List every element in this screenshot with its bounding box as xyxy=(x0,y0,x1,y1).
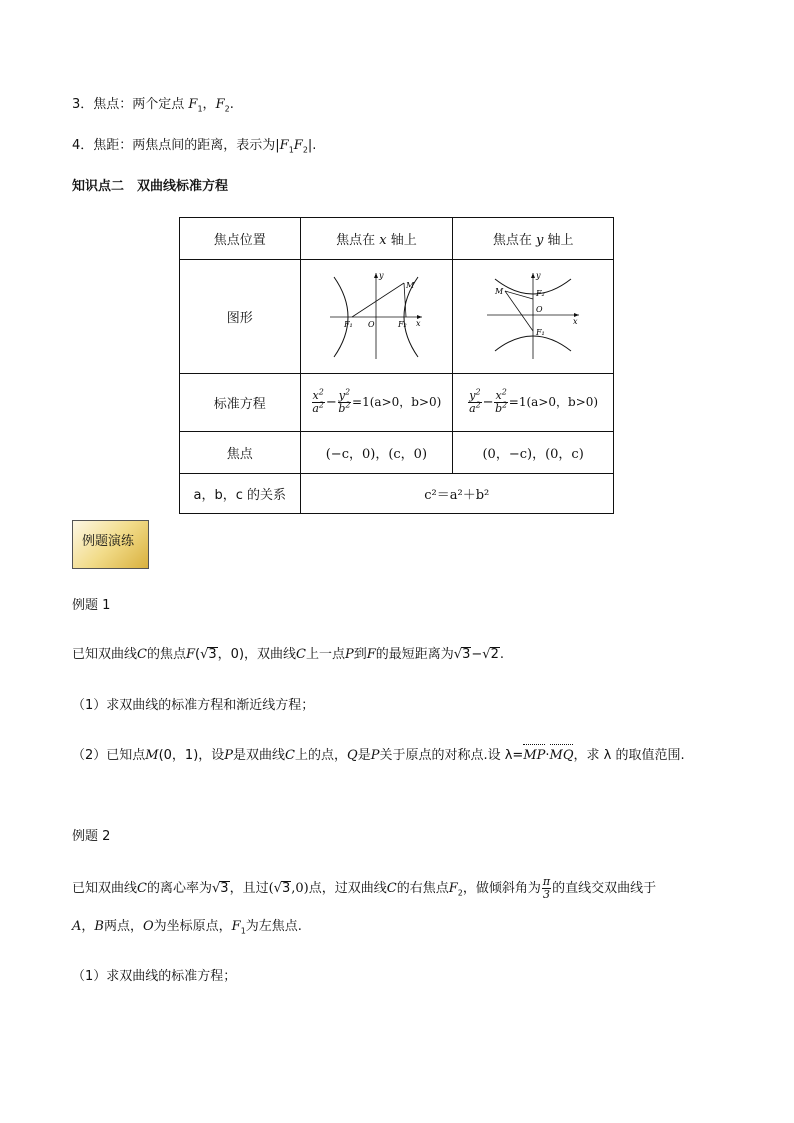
svg-text:M: M xyxy=(495,286,504,296)
svg-text:F₁: F₁ xyxy=(536,327,545,337)
svg-text:O: O xyxy=(536,304,543,314)
example-2-title: 例题 2 xyxy=(72,829,111,844)
header-x-axis: 焦点在 x 轴上 xyxy=(300,218,453,260)
focus-y: (0，−c)，(0，c) xyxy=(453,432,614,474)
svg-text:x: x xyxy=(416,318,421,328)
hyperbola-x-figure xyxy=(326,269,426,361)
example-2-stem-line2: A，B两点，O为坐标原点，$F_1$为左焦点. xyxy=(72,919,302,936)
hyperbola-standard-table xyxy=(179,217,614,514)
header-y-axis: 焦点在 y 轴上 xyxy=(453,218,614,260)
svg-text:y: y xyxy=(536,270,541,280)
example-2-q1: （1）求双曲线的标准方程； xyxy=(72,969,237,984)
svg-text:F₂: F₂ xyxy=(398,319,408,329)
equation-y: $\frac{y^2}{a^2}$ − $\frac{x^2}{b^2}$ =1(a>0，b>0) xyxy=(453,374,614,432)
svg-text:F₂: F₂ xyxy=(536,288,545,298)
relation-value: c²＝a²＋b² xyxy=(300,474,613,514)
svg-text:O: O xyxy=(368,319,375,329)
example-1-q1: （1）求双曲线的标准方程和渐近线方程； xyxy=(72,698,315,713)
svg-text:x: x xyxy=(573,316,578,326)
graph-x-cell xyxy=(300,260,453,374)
svg-text:F₁: F₁ xyxy=(344,319,354,329)
graph-label: 图形 xyxy=(180,260,301,374)
focus-label: 焦点 xyxy=(180,432,301,474)
example-1-stem: 已知双曲线C的焦点F(√3，0)，双曲线C上一点P到F的最短距离为√3−√2. xyxy=(72,647,504,662)
relation-label: a，b，c 的关系 xyxy=(180,474,301,514)
focus-x: (−c，0)，(c，0) xyxy=(300,432,453,474)
example-2-stem-line1: 已知双曲线C的离心率为√3，且过(√3,0)点，过双曲线C的右焦点$F_2$，做倾斜角为 $\frac{\pi}{3}$ 的直线交双曲线于 xyxy=(72,875,657,901)
example-1-q2: （2）已知点M(0，1)，设P是双曲线C上的点，Q是P关于原点的对称点.设 λ=MP·MQ，求 λ 的取值范围. xyxy=(72,748,685,763)
item-4: 4．焦距：两焦点间的距离，表示为$|F_1F_2|$. xyxy=(72,138,317,155)
graph-y-cell xyxy=(453,260,614,374)
example-1-title: 例题 1 xyxy=(72,598,111,613)
hyperbola-y-figure xyxy=(483,269,583,361)
item-3: 3．焦点：两个定点 $F_1$，$F_2$. xyxy=(72,97,234,114)
equation-label: 标准方程 xyxy=(180,374,301,432)
example-practice-badge: 例题演练 xyxy=(72,520,149,569)
section-title: 知识点二 双曲线标准方程 xyxy=(72,179,229,194)
header-focus-position: 焦点位置 xyxy=(180,218,301,260)
svg-text:y: y xyxy=(379,270,384,280)
svg-text:M: M xyxy=(406,280,415,290)
equation-x: $\frac{x^2}{a^2}$ − $\frac{y^2}{b^2}$ =1(a>0，b>0) xyxy=(300,374,453,432)
